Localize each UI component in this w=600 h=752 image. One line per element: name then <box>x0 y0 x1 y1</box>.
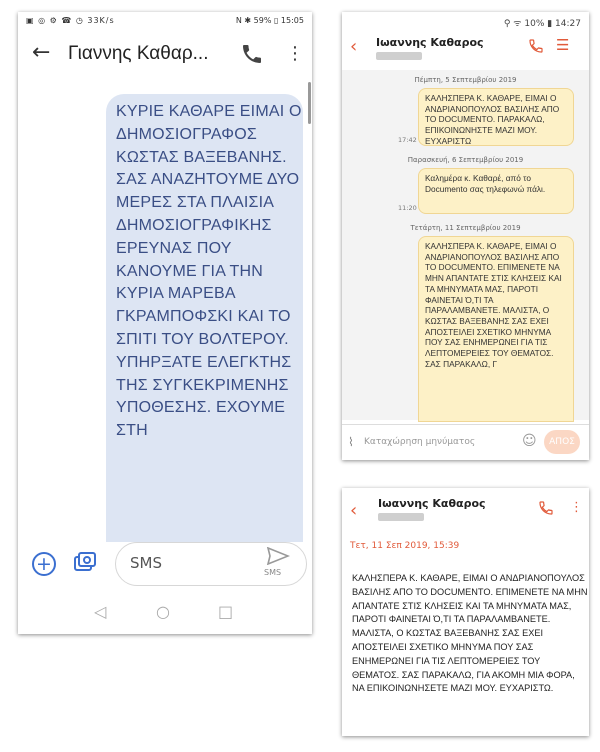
date-separator: Τετάρτη, 11 Σεπτεμβρίου 2019 <box>410 224 521 232</box>
contact-name: Ιωαννης Καθαρος <box>376 36 484 49</box>
date-separator: Παρασκευή, 6 Σεπτεμβρίου 2019 <box>407 156 524 164</box>
message-time: 11:20 <box>398 204 417 212</box>
more-options-icon[interactable]: ⋮ <box>570 500 583 515</box>
contact-title: Γιαννης Καθαρ... <box>68 43 209 64</box>
status-icons-left: ▣ ◎ ⚙ ☎ ◷ 33K/s <box>26 16 115 25</box>
message-list <box>342 70 589 420</box>
message-bubble: ΚΑΛΗΣΠΕΡΑ Κ. ΚΑΘΑΡΕ, ΕΙΜΑΙ Ο ΑΝΔΡΙΑΝΟΠΟΥΛΟΣ ΒΑΣΙΛΗΣ ΑΠΟ ΤΟ DOCUMENTO. ΕΠΙΜΕΝΕΤΕ ΝΑ ΜΗΝ ΑΠΑΝΤΑΤΕ ΣΤΙΣ ΚΛΗΣΕΙΣ ΚΑΙ ΤΑ ΜΗΝΥΜΑΤΑ ΜΑΣ, ΠΑΡΟΤΙ ΦΑΙΝΕΤΑΙ Ό,ΤΙ ΤΑ ΠΑΡΑΛΑΜΒΑΝΕΤΕ. ΜΑΛΙΣΤΑ, Ο ΚΩΣΤΑΣ ΒΑΞΕΒΑΝΗΣ ΣΑΣ ΕΧΕΙ ΑΠΟΣΤΕΙΛΕΙ ΣΧΕΤΙΚΟ ΜΗΝΥΜΑ ΠΟΥ ΣΑΣ ΕΝΗΜΕΡΩΝΕΙ ΓΙΑ ΤΙΣ ΛΕΠΤΟΜΕΡΕΙΕΣ ΤΟΥ ΘΕΜΑΤΟΣ. ΣΑΣ ΠΑΡΑΚΑΛΩ, Γ <box>418 236 574 422</box>
gallery-camera-icon[interactable] <box>74 552 96 572</box>
message-text: ΚΥΡΙΕ ΚΑΘΑΡΕ ΕΙΜΑΙ Ο ΔΗΜΟΣΙΟΓΡΑΦΟΣ ΚΩΣΤΑΣ ΒΑΞΕΒΑΝΗΣ. ΣΑΣ ΑΝΑΖΗΤΟΥΜΕ ΔΥΟ ΜΕΡΕΣ ΣΤΑ ΠΛΑΙΣΙΑ ΔΗΜΟΣΙΟΓΡΑΦΙΚΗΣ ΕΡΕΥΝΑΣ ΠΟΥ ΚΑΝΟΥΜΕ ΓΙΑ ΤΗΝ ΚΥΡΙΑ ΜΑΡΕΒΑ ΓΚΡΑΜΠΟΦΣΚΙ ΚΑΙ ΤΟ ΣΠΙΤΙ ΤΟΥ ΒΟΛΤΕΡΟΥ. ΥΠΗΡΞΑΤΕ ΕΛΕΓΚΤΗΣ ΤΗΣ ΣΥΓΚΕΚΡΙΜΕΝΗΣ ΥΠΟΘΕΣΗΣ. ΕΧΟΥΜΕ ΣΤΗ <box>116 103 302 440</box>
conversation-toolbar <box>18 31 312 77</box>
status-bar <box>18 12 312 31</box>
redacted-number <box>376 52 422 60</box>
composer <box>342 424 589 460</box>
date-separator: Πέμπτη, 5 Σεπτεμβρίου 2019 <box>414 76 517 84</box>
nav-recents-icon[interactable]: □ <box>218 602 234 621</box>
back-chevron-icon[interactable]: ‹ <box>350 500 358 521</box>
message-bubble: Καλημέρα κ. Καθαρέ, από το Documento σας τηλεφωνώ πάλι. <box>418 168 574 214</box>
back-chevron-icon[interactable]: ‹ <box>350 36 358 57</box>
message-bubble <box>106 94 303 552</box>
status-icons: ⚲ ᯤ 10% ▮ 14:27 <box>503 19 581 29</box>
message-bubble: ΚΑΛΗΣΠΕΡΑ Κ. ΚΑΘΑΡΕ, ΕΙΜΑΙ Ο ΑΝΔΡΙΑΝΟΠΟΥΛΟΣ ΒΑΣΙΛΗΣ ΑΠΟ ΤΟ DOCUMENTO. ΠΑΡΑΚΑΛΩ, ΕΠΙΚΟΙΝΩΝΗΣΤΕ ΜΑΖΙ ΜΟΥ. ΕΥΧΑΡΙΣΤΩ <box>418 88 574 146</box>
message-time: 17:42 <box>398 136 417 144</box>
send-icon[interactable] <box>266 547 290 565</box>
phone-icon[interactable] <box>240 42 264 66</box>
scrollbar[interactable] <box>308 82 311 124</box>
paperclip-icon[interactable]: ⌇ <box>348 435 354 449</box>
add-attachment-icon[interactable]: + <box>32 552 56 576</box>
message-text: ΚΑΛΗΣΠΕΡΑ Κ. ΚΑΘΑΡΕ, ΕΙΜΑΙ Ο ΑΝΔΡΙΑΝΟΠΟΥΛΟΣ ΒΑΣΙΛΗΣ ΑΠΟ ΤΟ DOCUMENTO. ΕΠΙΜΕΝΕΤΕ ΝΑ ΜΗΝ ΑΠΑΝΤΑΤΕ ΣΤΙΣ ΚΛΗΣΕΙΣ ΚΑΙ ΤΑ ΜΗΝΥΜΑΤΑ ΜΑΣ, ΠΑΡΟΤΙ ΦΑΙΝΕΤΑΙ Ό,ΤΙ ΤΑ ΠΑΡΑΛΑΜΒΑΝΕΤΕ. ΜΑΛΙΣΤΑ, Ο ΚΩΣΤΑΣ ΒΑΞΕΒΑΝΗΣ ΣΑΣ ΕΧΕΙ ΑΠΟΣΤΕΙΛΕΙ ΣΧΕΤΙΚΟ ΜΗΝΥΜΑ ΠΟΥ ΣΑΣ ΕΝΗΜΕΡΩΝΕΙ ΓΙΑ ΤΙΣ ΛΕΠΤΟΜΕΡΕΙΕΣ ΤΟΥ ΘΕΜΑΤΟΣ. ΣΑΣ ΠΑΡΑΚΑΛΩ, ΓΙΑ ΑΚΟΜΗ ΜΙΑ ΦΟΡΑ, ΝΑ ΕΠΙΚΟΙΝΩΝΗΣΕΤΕ ΜΑΖΙ ΜΟΥ. ΕΥΧΑΡΙΣΤΩ. <box>352 573 588 694</box>
conversation-toolbar <box>342 488 589 530</box>
phone-icon[interactable] <box>538 500 554 516</box>
sms-input[interactable] <box>115 542 307 586</box>
nav-home-icon[interactable]: ○ <box>156 602 170 621</box>
menu-icon[interactable]: ☰ <box>556 36 570 54</box>
send-button[interactable]: ΑΠΟΣ <box>544 430 580 454</box>
back-arrow-icon[interactable]: ← <box>32 40 51 65</box>
nav-back-icon[interactable]: ◁ <box>94 602 107 621</box>
status-bar <box>342 12 589 30</box>
message-input[interactable]: Καταχώρηση μηνύματος <box>364 437 476 447</box>
navigation-bar <box>18 594 312 634</box>
more-options-icon[interactable]: ⋮ <box>286 43 304 64</box>
status-icons-right: N ✱ 59% ▯ 15:05 <box>235 16 304 25</box>
sms-input-placeholder: SMS <box>130 554 162 572</box>
conversation-toolbar <box>342 30 589 70</box>
redacted-number <box>378 513 424 521</box>
message-date: Τετ, 11 Σεπ 2019, 15:39 <box>350 541 460 551</box>
contact-name: Ιωαννης Καθαρος <box>378 497 486 510</box>
phone-icon[interactable] <box>528 38 544 54</box>
sms-screenshot-2 <box>342 12 589 460</box>
sms-screenshot-3 <box>342 488 589 736</box>
sms-screenshot-1 <box>18 12 312 634</box>
emoji-icon[interactable]: ☺ <box>522 433 537 449</box>
send-label: SMS <box>264 568 282 577</box>
